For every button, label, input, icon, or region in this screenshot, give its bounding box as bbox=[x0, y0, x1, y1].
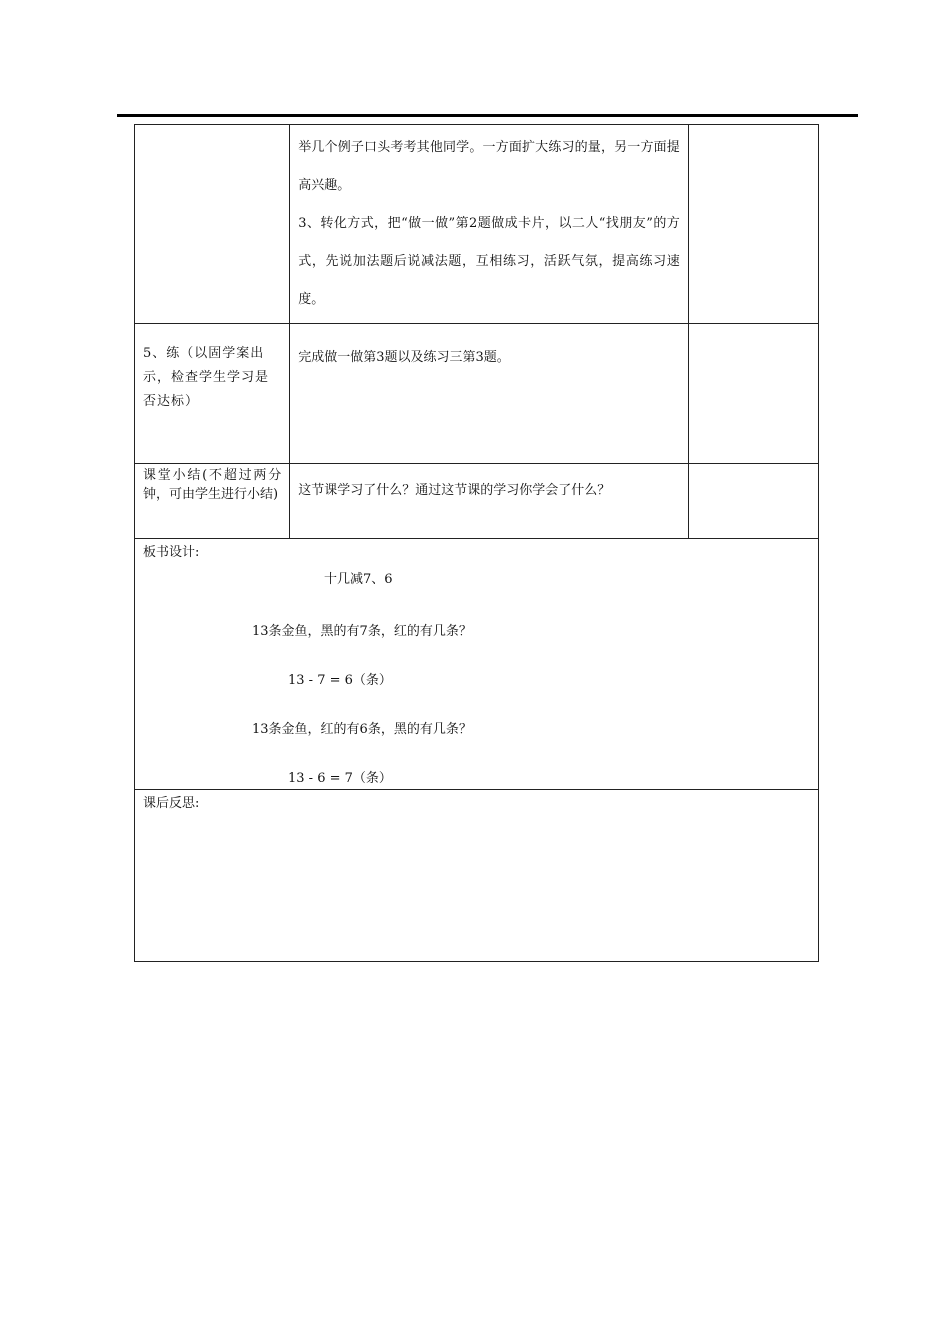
lesson-plan-table bbox=[134, 124, 819, 962]
table-row-board-design bbox=[135, 539, 819, 790]
cell-notes-summary bbox=[688, 464, 818, 539]
activity-text-2: 3、转化方式，把“做一做”第2题做成卡片，以二人“找朋友”的方式，先说加法题后说减法题，互相练习，活跃气氛，提高练习速度。 bbox=[298, 216, 680, 307]
cell-notes-practice bbox=[688, 324, 818, 464]
table-row-practice bbox=[135, 324, 819, 464]
table-row-reflection bbox=[135, 790, 819, 962]
cell-activity bbox=[290, 125, 689, 324]
cell-activity-practice: 完成做一做第3题以及练习三第3题。 bbox=[290, 324, 689, 464]
board-equation-1: 13 - 7 = 6（条） bbox=[288, 673, 392, 688]
reflection-label: 课后反思: bbox=[143, 796, 200, 811]
cell-stage-summary: 课堂小结(不超过两分钟，可由学生进行小结) bbox=[135, 464, 290, 539]
cell-notes bbox=[688, 125, 818, 324]
header-rule bbox=[117, 114, 858, 117]
cell-reflection bbox=[135, 790, 819, 962]
activity-text-1: 举几个例子口头考考其他同学。一方面扩大练习的量，另一方面提高兴趣。 bbox=[298, 140, 680, 193]
board-problem-1: 13条金鱼，黑的有7条，红的有几条？ bbox=[252, 624, 472, 639]
cell-stage bbox=[135, 125, 290, 324]
cell-activity-summary: 这节课学习了什么？通过这节课的学习你学会了什么？ bbox=[290, 464, 689, 539]
cell-board-design bbox=[135, 539, 819, 790]
board-problem-2: 13条金鱼，红的有6条，黑的有几条？ bbox=[252, 722, 472, 737]
board-design-label: 板书设计: bbox=[143, 545, 200, 560]
cell-stage-practice: 5、练（以固学案出示，检查学生学习是否达标） bbox=[135, 324, 290, 464]
board-title: 十几减7、6 bbox=[324, 572, 393, 587]
board-equation-2: 13 - 6 = 7（条） bbox=[288, 771, 392, 786]
table-row-activity-continued bbox=[135, 125, 819, 324]
table-row-summary bbox=[135, 464, 819, 539]
